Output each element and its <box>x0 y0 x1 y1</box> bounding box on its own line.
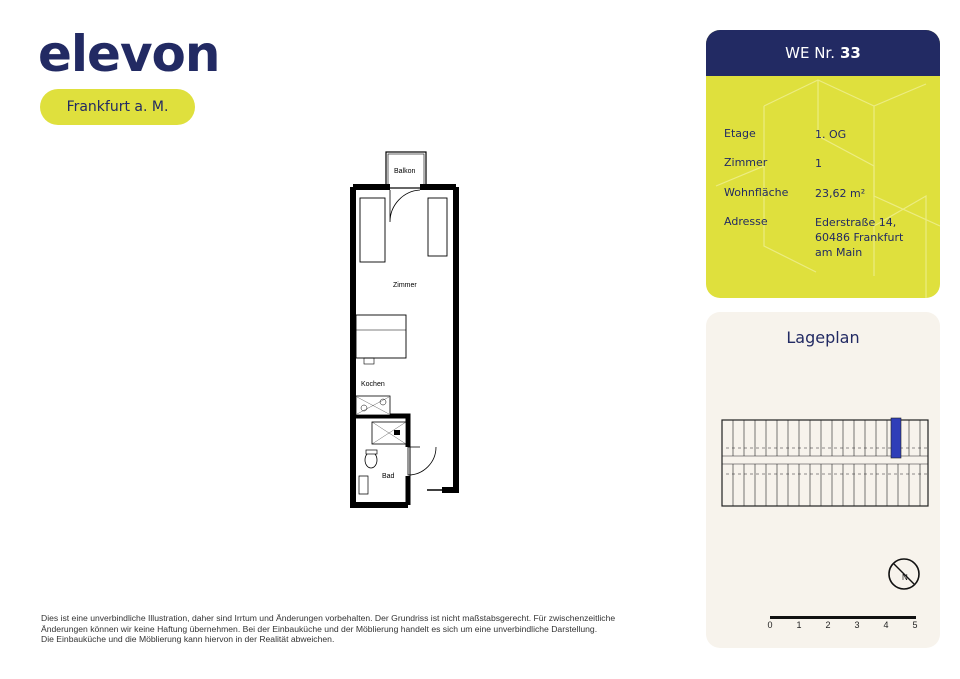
floor-plan <box>340 150 470 510</box>
room-label-balkon: Balkon <box>394 168 416 175</box>
lageplan-card <box>706 312 940 648</box>
scale-tick: 5 <box>912 620 918 630</box>
scale-tick: 0 <box>767 620 773 630</box>
wohnflaeche-key: Wohnfläche <box>724 186 789 199</box>
adresse-line: am Main <box>815 246 863 259</box>
site-plan <box>706 412 940 512</box>
north-label: N <box>902 573 908 582</box>
zimmer-key: Zimmer <box>724 156 768 169</box>
scale-tick: 2 <box>825 620 831 630</box>
etage-value: 1. OG <box>815 128 847 141</box>
room-label-bad: Bad <box>382 473 395 480</box>
lageplan-title: Lageplan <box>786 328 860 347</box>
elevon-logo: elevon <box>38 25 220 83</box>
adresse-value <box>815 215 935 260</box>
room-label-kochen: Kochen <box>361 381 385 388</box>
city-badge <box>40 89 195 125</box>
scale-labels <box>706 620 940 634</box>
scale-tick: 4 <box>883 620 889 630</box>
scale-tick: 1 <box>796 620 802 630</box>
room-label-zimmer: Zimmer <box>393 282 417 289</box>
adresse-key: Adresse <box>724 215 768 228</box>
etage-key: Etage <box>724 127 756 140</box>
unit-number: 33 <box>839 44 861 62</box>
disclaimer-line: Änderungen können wir keine Haftung übernehmen. Bei der Einbauküche und der Möblierung handelt es sich um eine unverbindliche Darstellung. <box>41 623 598 634</box>
disclaimer <box>41 613 661 645</box>
disclaimer-line: Dies ist eine unverbindliche Illustration, daher sind Irrtum und Änderungen vorbehalten. Der Grundriss ist nicht maßstabsgerecht. Für zwischenzeitliche <box>41 613 616 623</box>
wohnflaeche-value: 23,62 m² <box>815 187 866 200</box>
scale-tick: 3 <box>854 620 860 630</box>
adresse-line: Ederstraße 14, <box>815 216 897 229</box>
north-compass-icon <box>886 556 922 592</box>
unit-info-card <box>706 30 940 298</box>
unit-prefix: WE Nr. <box>785 44 835 62</box>
zimmer-value: 1 <box>815 157 822 170</box>
adresse-line: 60486 Frankfurt <box>815 231 904 244</box>
unit-header <box>706 30 940 76</box>
disclaimer-line: Die Einbauküche und die Möblierung kann hiervon in der Realität abweichen. <box>41 634 335 644</box>
city-label: Frankfurt a. M. <box>66 99 169 115</box>
